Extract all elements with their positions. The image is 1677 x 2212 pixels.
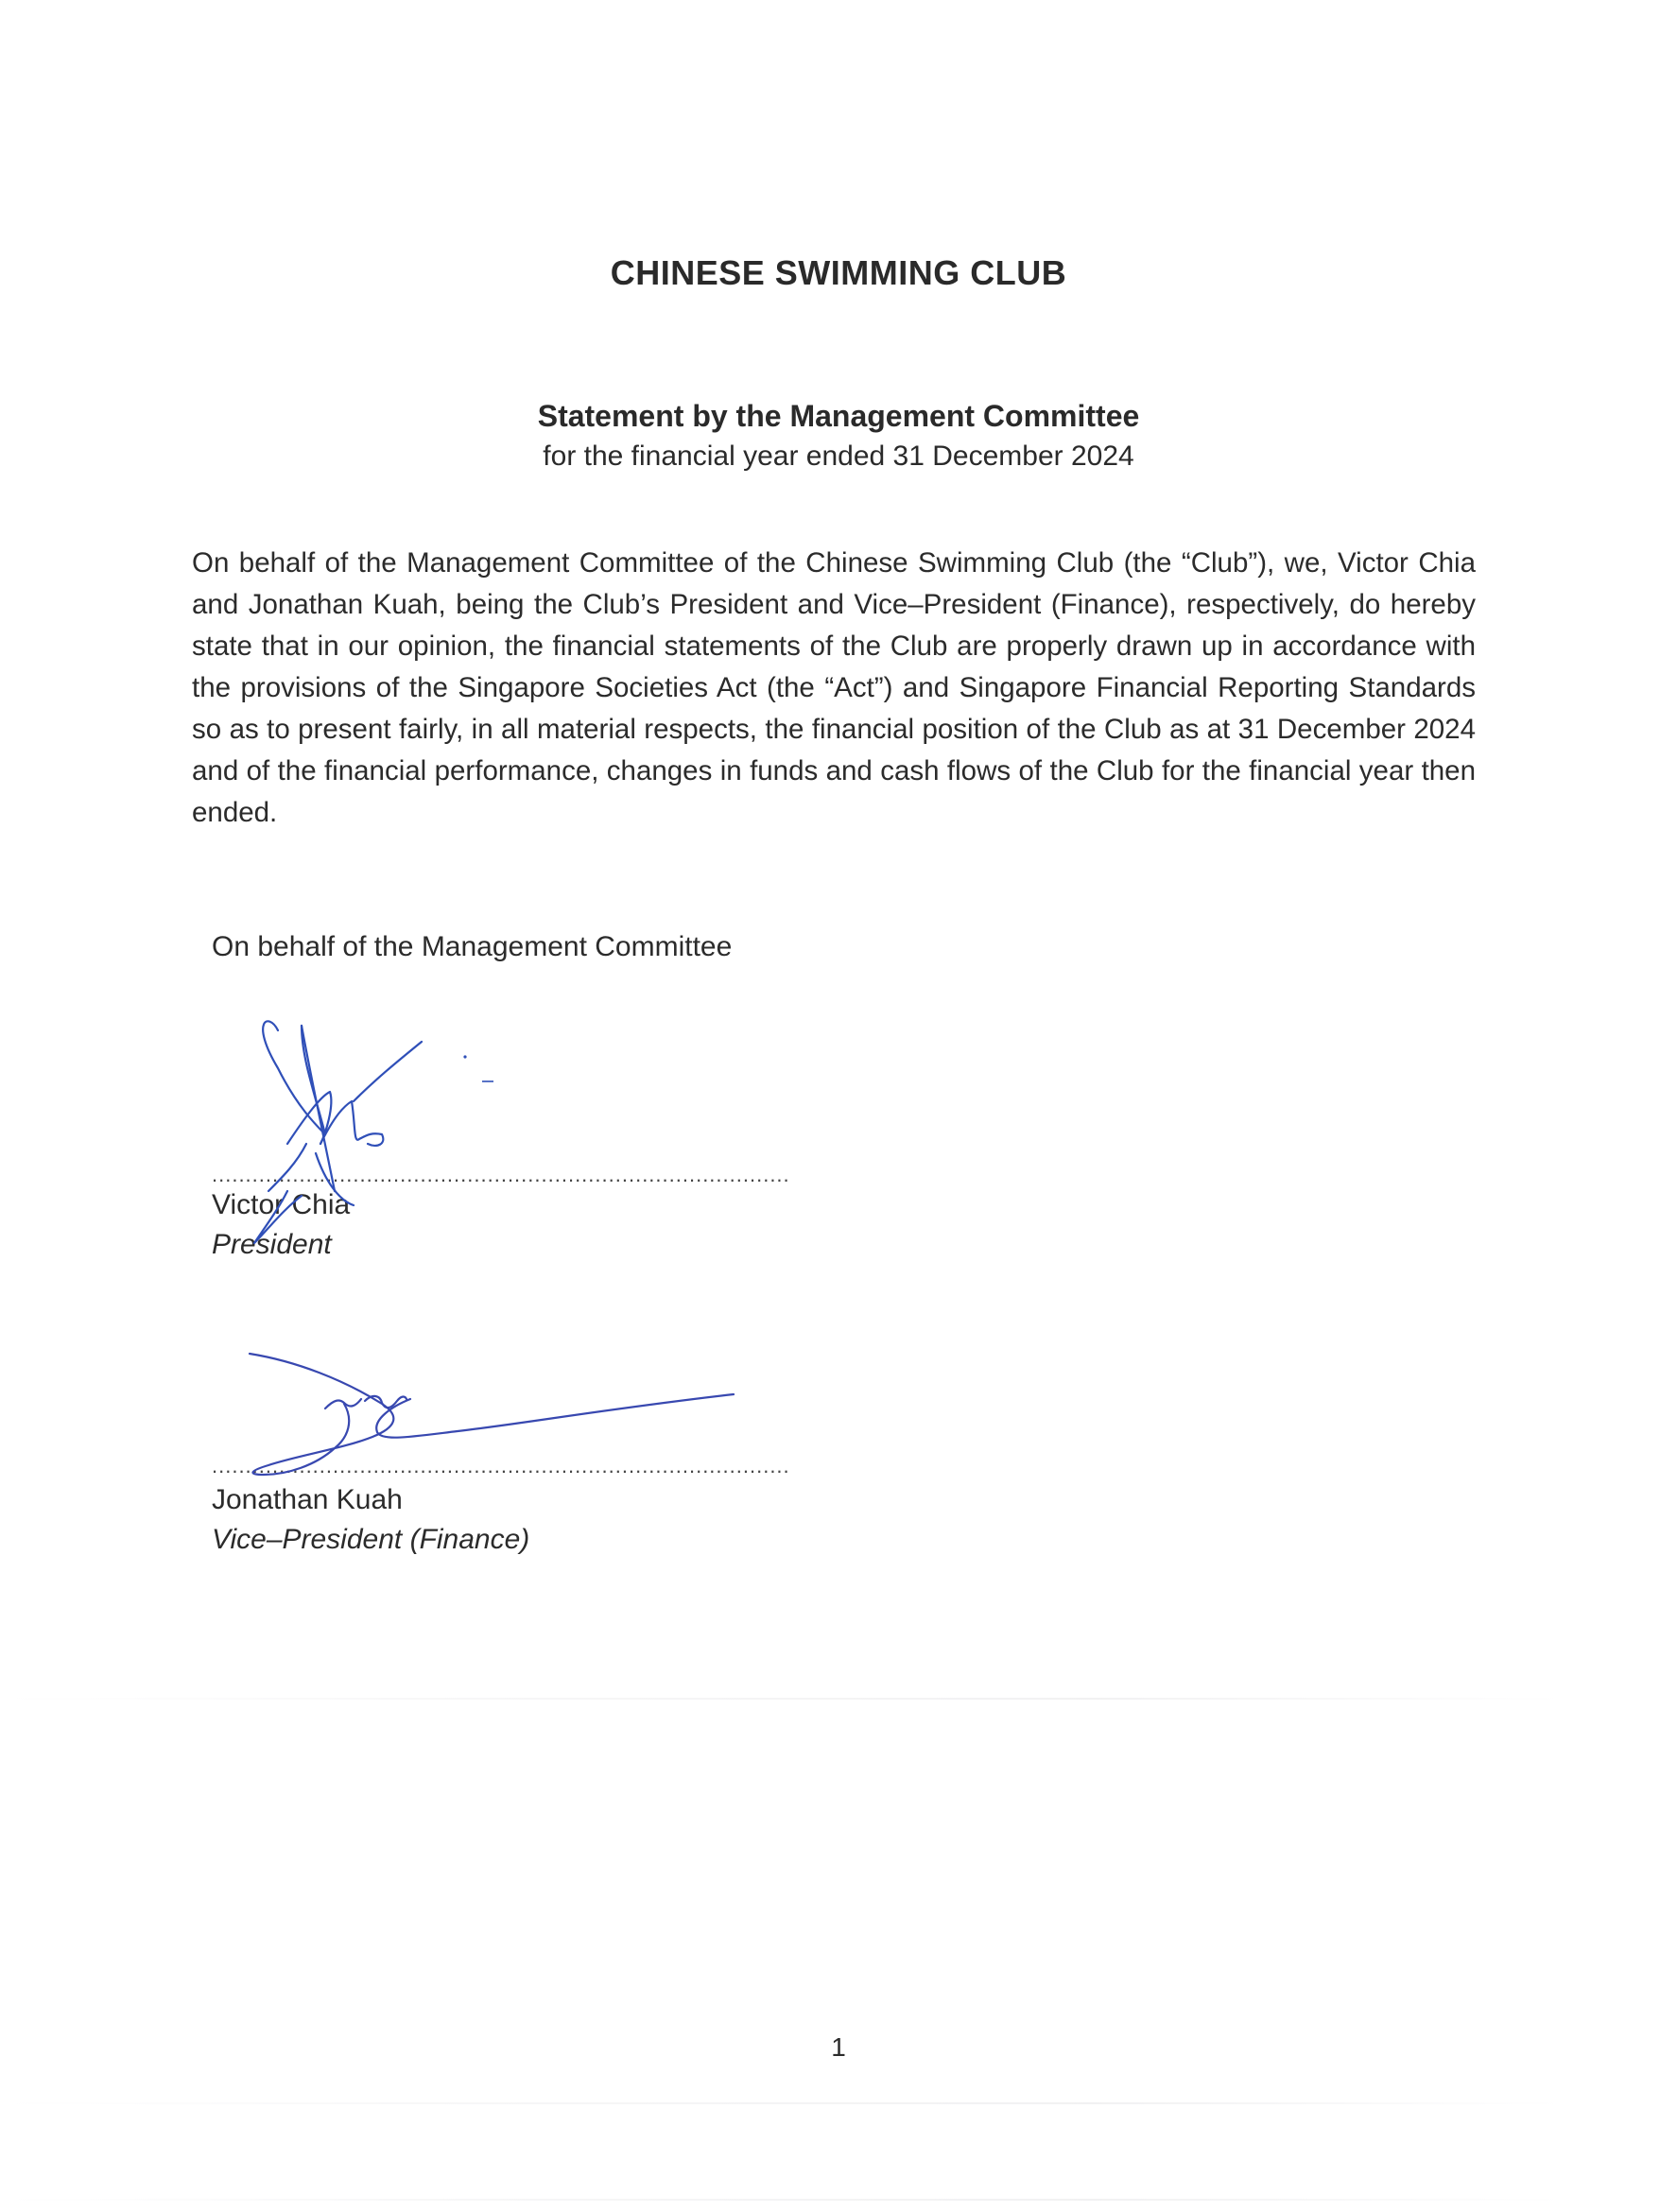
on-behalf-text: On behalf of the Management Committee (212, 931, 733, 962)
signature-line: ...................................................................................... (212, 1163, 790, 1186)
statement-paragraph: On behalf of the Management Committee of the Chinese Swimming Club (the “Club”), we, Victor Chia and Jonathan Kuah, being the Club’s President and Vice–President (Finance), respectively, do hereby state that in our opinion, the financial statements of the Club are properly drawn up in accordance with the provisions of the Singapore Societies Act (the “Act”) and Singapore Financial Reporting Standards so as to present fairly, in all material respects, the financial position of the Club as at 31 December 2024 and of the financial performance, changes in funds and cash flows of the Club for the financial year then ended. (192, 547, 1476, 828)
signature-block-president (212, 1002, 790, 1267)
signer-role: President (212, 1229, 332, 1260)
scan-artifact (0, 2102, 1564, 2104)
statement-subtitle: for the financial year ended 31 December 2024 (543, 441, 1134, 472)
club-title: CHINESE SWIMMING CLUB (610, 253, 1067, 292)
scan-artifact (0, 1698, 1564, 1700)
signature-block-vice-president (212, 1333, 790, 1569)
signer-role: Vice–President (Finance) (212, 1524, 530, 1555)
handwritten-signature-president (212, 1002, 495, 1276)
scan-artifact (0, 2199, 1564, 2201)
signature-line: ...................................................................................... (212, 1454, 790, 1478)
page-number: 1 (831, 2032, 846, 2062)
signer-name: Jonathan Kuah (212, 1484, 403, 1515)
handwritten-signature-vice-president (212, 1333, 790, 1503)
statement-title: Statement by the Management Committee (537, 399, 1140, 433)
signer-name: Victor Chia (212, 1189, 351, 1220)
